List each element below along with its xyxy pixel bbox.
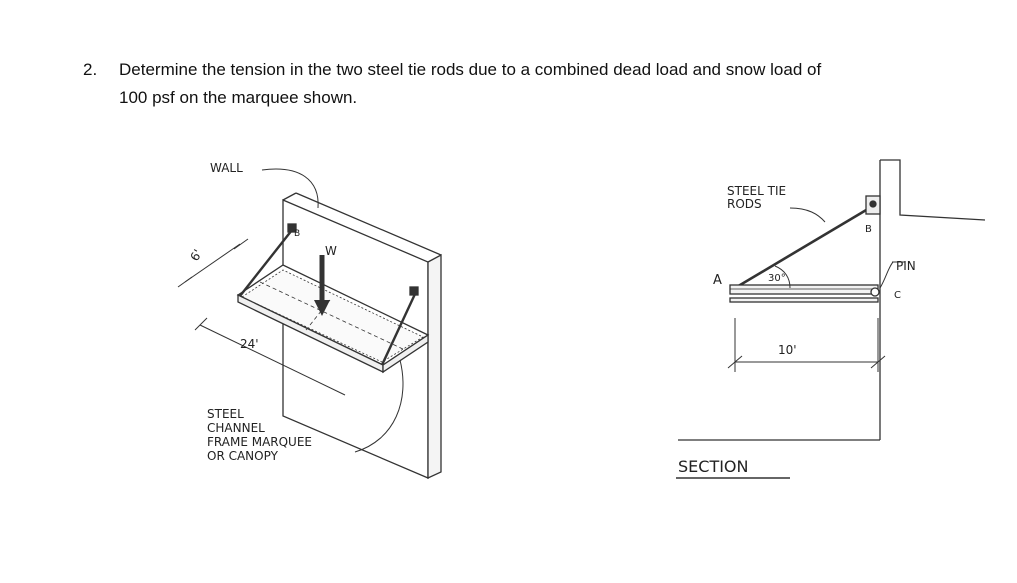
load-label: W [325, 244, 337, 258]
depth-dimension-label: 6' [187, 247, 206, 264]
dimension-depth [178, 239, 248, 287]
rods-leader [790, 208, 825, 222]
angle-label: 30° [768, 273, 786, 284]
wall-label: WALL [210, 161, 243, 175]
section-beam [730, 285, 878, 302]
wall-leader [262, 169, 318, 208]
point-c-label: C [894, 290, 901, 301]
section-figure [676, 160, 985, 478]
left-point-b-label: B [294, 229, 301, 239]
span-dimension-label: 10' [778, 343, 797, 357]
section-label: SECTION [678, 457, 749, 476]
point-a-label: A [713, 273, 722, 288]
pin-label: PIN [896, 259, 916, 273]
point-b-label: B [865, 224, 872, 235]
channel-label-line-3: FRAME MARQUEE [207, 435, 313, 449]
rods-label-line-1: STEEL TIE [727, 184, 787, 198]
problem-text-line-1: Determine the tension in the two steel tie rods due to a combined dead load and snow load of [119, 60, 822, 79]
problem-text-line-2: 100 psf on the marquee shown. [119, 88, 358, 107]
channel-label-line-4: OR CANOPY [207, 449, 278, 463]
rods-label-line-2: RODS [727, 197, 762, 211]
section-tie-rod [735, 203, 878, 288]
width-dimension-label: 24' [240, 337, 259, 351]
section-pin-c [871, 288, 879, 296]
channel-label-line-1: STEEL [207, 407, 244, 421]
pin-leader [880, 262, 893, 288]
dimension-span [728, 318, 885, 372]
channel-label-line-2: CHANNEL [207, 421, 265, 435]
problem-number: 2. [83, 60, 98, 79]
